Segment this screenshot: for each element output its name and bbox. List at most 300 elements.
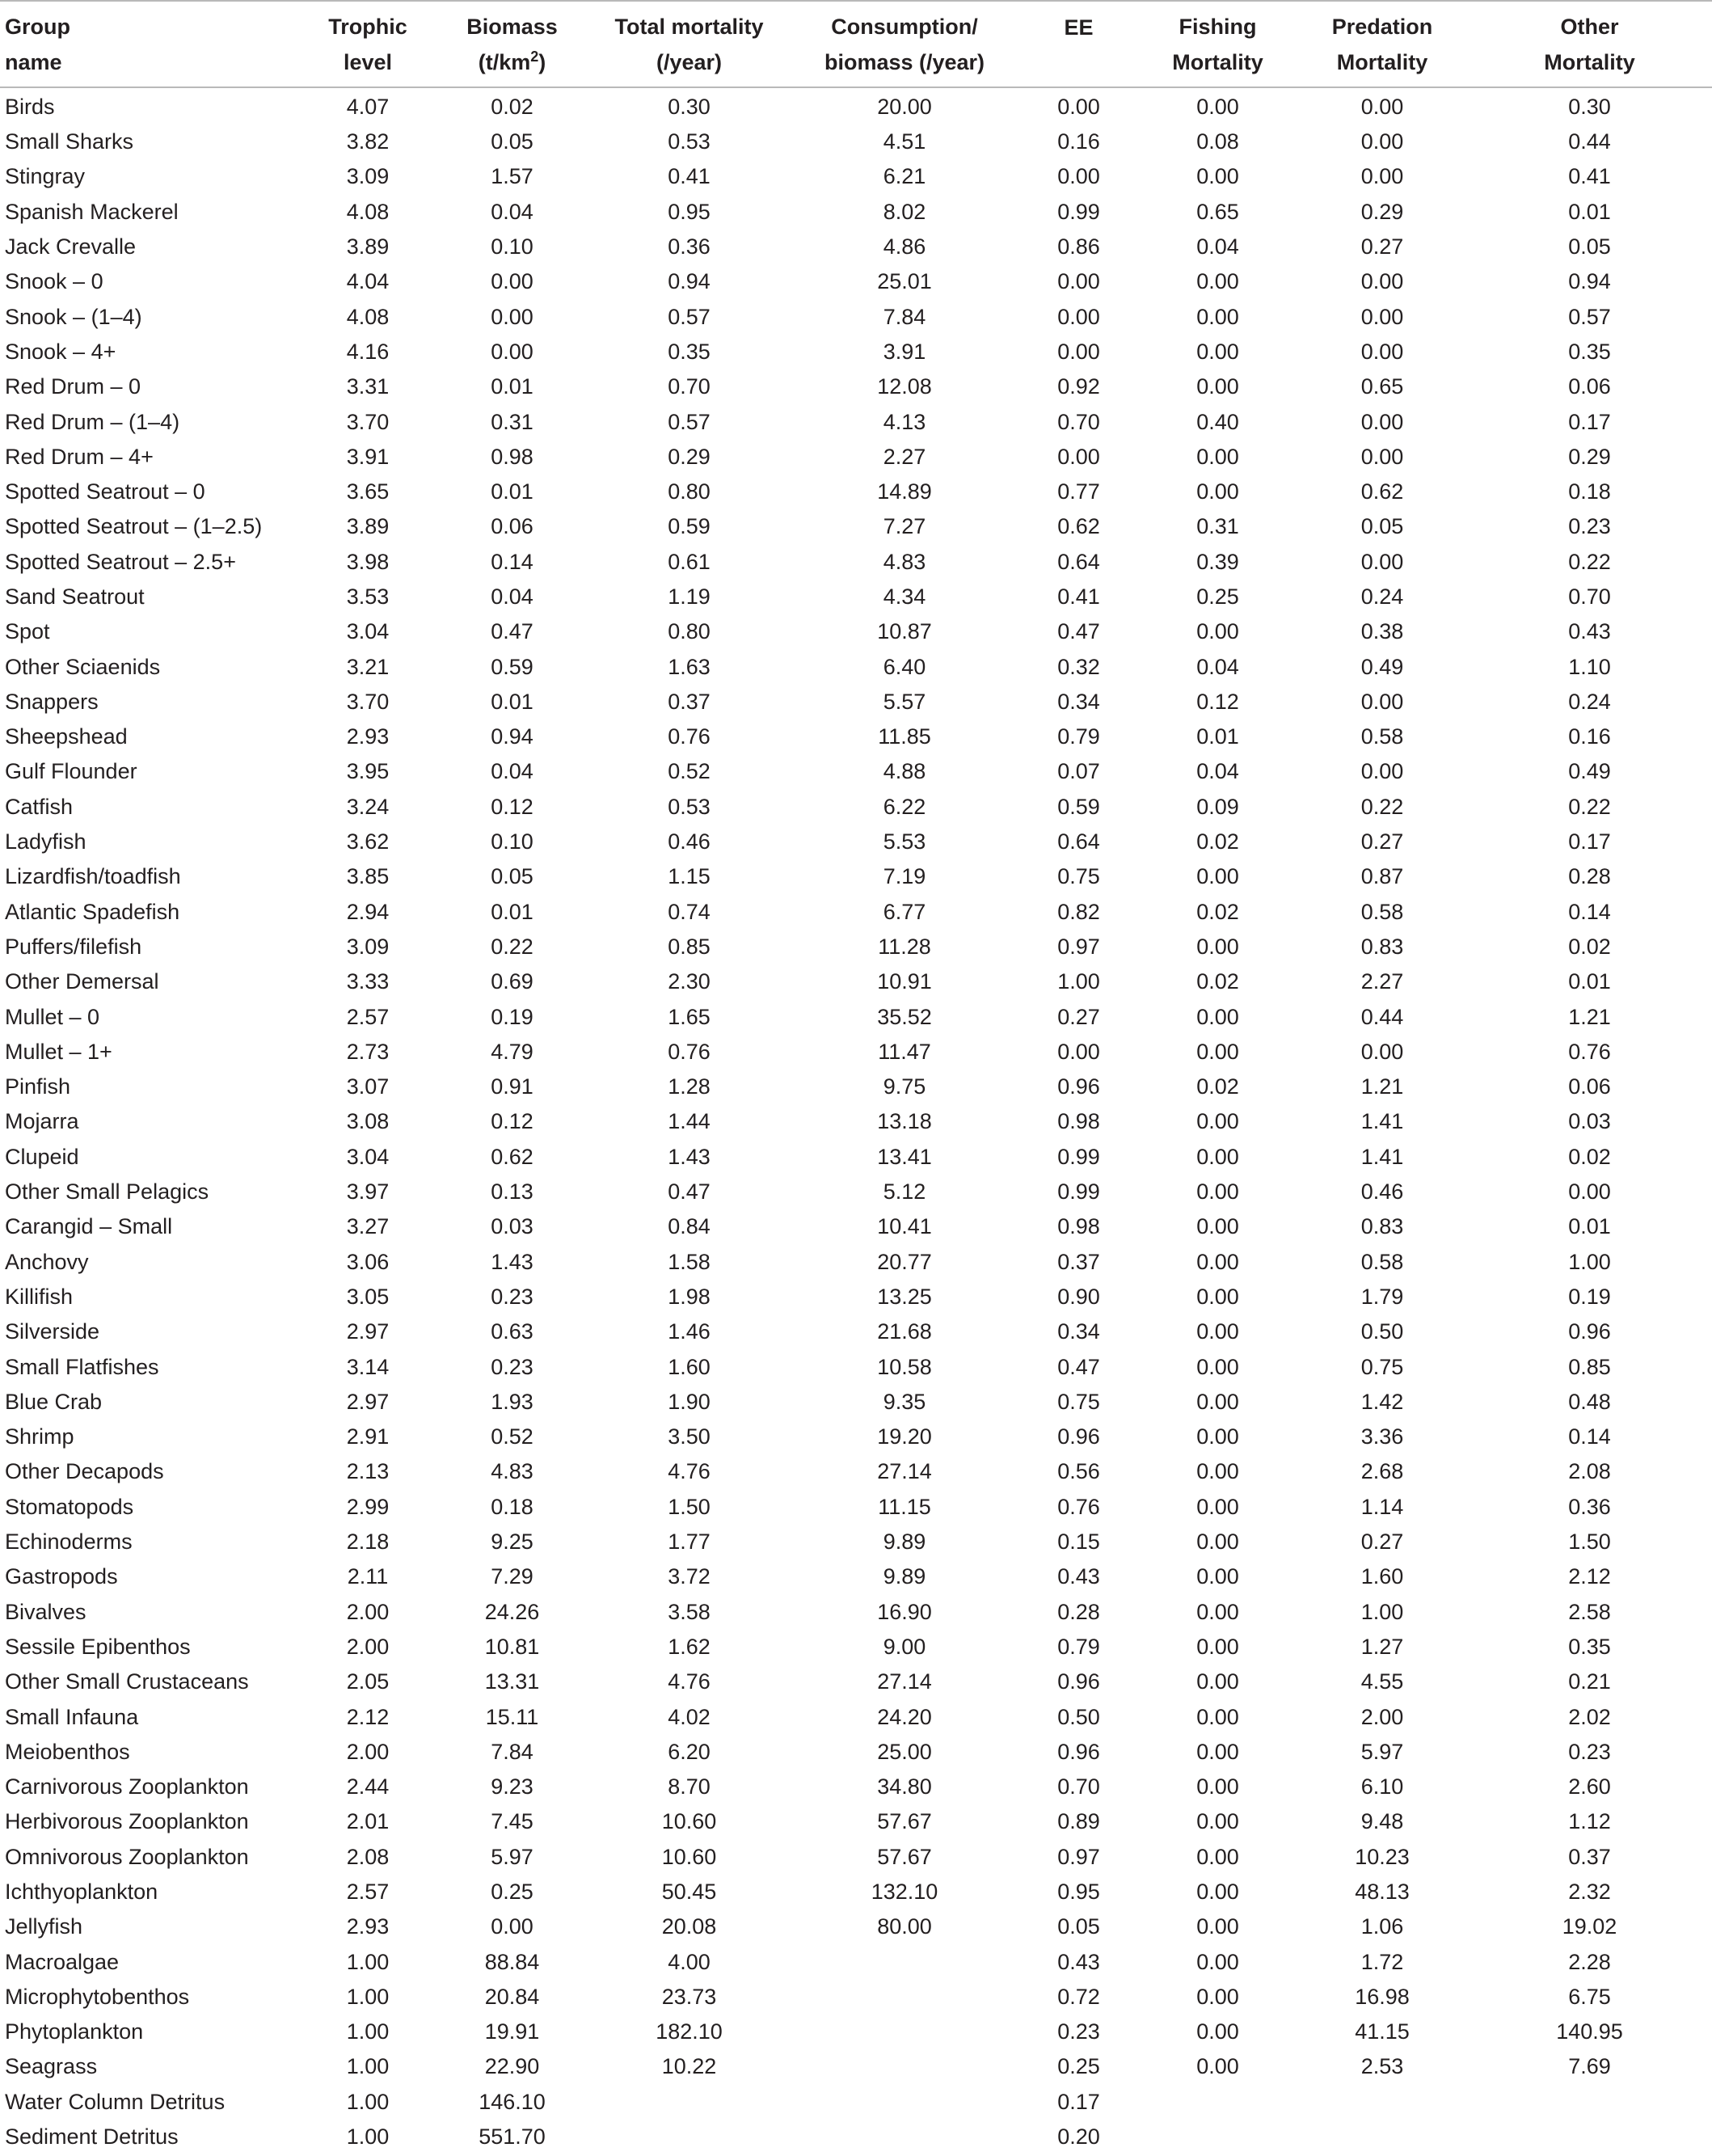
trophic-level-cell: 3.24	[346, 794, 390, 819]
biomass-cell: 0.00	[491, 304, 533, 329]
predation-mortality-cell: 0.27	[1360, 1529, 1404, 1555]
trophic-level-cell: 3.09	[346, 164, 390, 189]
group-name-cell: Macroalgae	[5, 1949, 120, 1974]
table-row	[0, 195, 1712, 230]
consumption-biomass-cell: 4.86	[883, 234, 926, 259]
table-row	[0, 1980, 1712, 2015]
other-mortality-cell: 0.21	[1568, 1669, 1611, 1694]
group-name-cell: Other Small Pelagics	[5, 1179, 209, 1205]
total-mortality-cell: 4.02	[668, 1704, 711, 1729]
table-row	[0, 230, 1712, 264]
biomass-cell: 88.84	[484, 1949, 540, 1974]
trophic-level-cell: 3.08	[346, 1109, 390, 1134]
fishing-mortality-cell: 0.00	[1196, 1249, 1239, 1274]
consumption-biomass-cell: 13.25	[877, 1284, 932, 1309]
table-row	[0, 475, 1712, 509]
predation-mortality-cell: 1.41	[1360, 1144, 1404, 1169]
trophic-level-cell: 2.44	[346, 1774, 390, 1799]
other-mortality-cell: 0.70	[1568, 584, 1611, 609]
group-name-cell: Catfish	[5, 794, 74, 819]
ee-cell: 0.00	[1057, 444, 1100, 469]
ee-cell: 0.72	[1057, 1984, 1100, 2009]
table-row	[0, 87, 1712, 124]
fishing-mortality-cell: 0.00	[1196, 864, 1239, 889]
fishing-mortality-cell: 0.00	[1196, 1354, 1239, 1379]
predation-mortality-cell: 1.27	[1360, 1634, 1404, 1659]
group-name-cell: Small Infauna	[5, 1704, 139, 1729]
fishing-mortality-cell: 0.09	[1196, 794, 1239, 819]
biomass-cell: 146.10	[479, 2089, 546, 2114]
group-name-cell: Spotted Seatrout – 0	[5, 479, 205, 504]
group-name-cell: Other Sciaenids	[5, 654, 161, 679]
other-mortality-cell: 0.02	[1568, 934, 1611, 959]
group-name-cell: Meiobenthos	[5, 1739, 130, 1764]
table-row	[0, 825, 1712, 859]
fishing-mortality-cell: 0.25	[1196, 584, 1239, 609]
biomass-cell: 15.11	[485, 1704, 539, 1729]
header-line: biomass (/year)	[824, 49, 985, 74]
table-row	[0, 1280, 1712, 1314]
group-name-cell: Omnivorous Zooplankton	[5, 1844, 249, 1869]
fishing-mortality-cell: 0.01	[1196, 724, 1239, 749]
predation-mortality-cell: 2.27	[1360, 969, 1404, 994]
table-row	[0, 895, 1712, 930]
group-name-cell: Spotted Seatrout – (1–2.5)	[5, 514, 263, 539]
group-name-cell: Snook – (1–4)	[5, 304, 142, 329]
predation-mortality-cell: 0.46	[1360, 1179, 1404, 1205]
other-mortality-cell: 7.69	[1568, 2054, 1611, 2079]
ee-cell: 0.76	[1057, 1494, 1100, 1519]
table-row	[0, 1770, 1712, 1804]
group-name-cell: Seagrass	[5, 2054, 98, 2079]
header-line: level	[343, 49, 393, 74]
ee-cell: 0.96	[1057, 1739, 1100, 1764]
predation-mortality-cell: 0.00	[1360, 689, 1404, 714]
table-row	[0, 580, 1712, 614]
fishing-mortality-cell: 0.00	[1196, 1879, 1239, 1904]
fishing-mortality-cell: 0.31	[1196, 514, 1239, 539]
consumption-biomass-cell: 80.00	[877, 1914, 932, 1939]
predation-mortality-cell: 0.22	[1360, 794, 1404, 819]
trophic-level-cell: 2.13	[346, 1459, 390, 1484]
ee-cell: 0.00	[1057, 1039, 1100, 1064]
table-row	[0, 1559, 1712, 1594]
header-line: Mortality	[1544, 49, 1635, 74]
consumption-biomass-cell: 4.13	[883, 409, 926, 434]
table-row	[0, 719, 1712, 754]
table-row	[0, 790, 1712, 825]
predation-mortality-cell: 10.23	[1355, 1844, 1410, 1869]
ee-cell: 0.50	[1057, 1704, 1100, 1729]
predation-mortality-cell: 0.00	[1360, 444, 1404, 469]
other-mortality-cell: 0.06	[1568, 374, 1611, 399]
biomass-cell: 0.12	[491, 1109, 533, 1134]
biomass-cell: 0.13	[491, 1179, 533, 1205]
total-mortality-cell	[588, 2120, 790, 2154]
group-name-cell: Killifish	[5, 1284, 74, 1309]
consumption-biomass-cell: 5.57	[883, 689, 926, 714]
other-mortality-cell: 2.60	[1568, 1774, 1611, 1799]
consumption-biomass-cell: 11.28	[878, 934, 931, 959]
group-name-cell: Sediment Detritus	[5, 2124, 179, 2150]
fishing-mortality-cell: 0.00	[1196, 1039, 1239, 1064]
table-row	[0, 1630, 1712, 1664]
group-name-cell: Sheepshead	[5, 724, 128, 749]
fishing-mortality-cell: 0.00	[1196, 2054, 1239, 2079]
table-row	[0, 1735, 1712, 1770]
header-other-mortality	[1467, 1, 1712, 87]
fishing-mortality-cell: 0.00	[1196, 339, 1239, 364]
predation-mortality-cell: 1.72	[1360, 1949, 1404, 1974]
predation-mortality-cell: 0.00	[1360, 164, 1404, 189]
biomass-cell: 0.01	[491, 899, 533, 924]
biomass-cell: 4.83	[491, 1459, 533, 1484]
total-mortality-cell: 0.41	[668, 164, 711, 189]
other-mortality-cell: 19.02	[1562, 1914, 1617, 1939]
biomass-cell: 0.00	[491, 1914, 533, 1939]
table-row	[0, 614, 1712, 649]
ee-cell: 0.62	[1057, 514, 1100, 539]
total-mortality-cell: 0.37	[668, 689, 711, 714]
ee-cell: 0.89	[1057, 1809, 1100, 1834]
consumption-biomass-cell: 4.34	[883, 584, 926, 609]
predation-mortality-cell: 2.68	[1360, 1459, 1404, 1484]
total-mortality-cell: 1.44	[668, 1109, 711, 1134]
header-line: Biomass	[466, 14, 558, 39]
header-line: EE	[1064, 15, 1094, 40]
trophic-level-cell: 2.00	[346, 1739, 390, 1764]
other-mortality-cell: 0.96	[1568, 1319, 1611, 1344]
other-mortality-cell: 2.08	[1568, 1459, 1611, 1484]
predation-mortality-cell: 1.60	[1360, 1564, 1404, 1589]
trophic-level-cell: 2.01	[346, 1809, 390, 1834]
trophic-level-cell: 2.73	[346, 1039, 390, 1064]
biomass-cell: 0.52	[491, 1424, 533, 1449]
trophic-level-cell: 3.33	[346, 969, 390, 994]
header-biomass	[436, 1, 588, 87]
biomass-cell: 9.25	[491, 1529, 533, 1555]
header-line: Predation	[1331, 14, 1433, 39]
total-mortality-cell: 3.58	[668, 1599, 711, 1624]
biomass-cell: 0.04	[491, 584, 533, 609]
ee-cell: 0.79	[1057, 1634, 1100, 1659]
consumption-biomass-cell: 9.35	[883, 1389, 926, 1414]
predation-mortality-cell: 0.24	[1360, 584, 1404, 609]
predation-mortality-cell: 1.06	[1360, 1914, 1404, 1939]
consumption-biomass-cell: 24.20	[877, 1704, 932, 1729]
consumption-biomass-cell: 27.14	[877, 1669, 932, 1694]
fishing-mortality-cell: 0.40	[1196, 409, 1239, 434]
predation-mortality-cell	[1297, 2085, 1467, 2120]
biomass-cell: 0.01	[491, 479, 533, 504]
total-mortality-cell: 8.70	[668, 1774, 711, 1799]
predation-mortality-cell: 9.48	[1360, 1809, 1404, 1834]
group-name-cell: Ichthyoplankton	[5, 1879, 158, 1904]
total-mortality-cell: 10.22	[661, 2054, 717, 2079]
ee-cell: 0.07	[1057, 759, 1100, 784]
predation-mortality-cell: 0.87	[1360, 864, 1404, 889]
predation-mortality-cell: 0.58	[1360, 899, 1404, 924]
predation-mortality-cell: 0.05	[1360, 514, 1404, 539]
fishing-mortality-cell: 0.00	[1196, 619, 1239, 644]
header-line: name	[5, 49, 62, 74]
ee-cell: 0.16	[1057, 129, 1100, 154]
consumption-biomass-cell: 25.01	[877, 269, 932, 294]
fishing-mortality-cell: 0.02	[1196, 1074, 1239, 1099]
table-row	[0, 509, 1712, 544]
ee-cell: 0.17	[1057, 2089, 1100, 2114]
table-row	[0, 999, 1712, 1034]
ee-cell: 0.64	[1057, 549, 1100, 574]
fishing-mortality-cell: 0.00	[1196, 1949, 1239, 1974]
group-name-cell: Mullet – 1+	[5, 1039, 112, 1064]
fishing-mortality-cell: 0.00	[1196, 1109, 1239, 1134]
consumption-biomass-cell: 9.00	[883, 1634, 926, 1659]
trophic-level-cell: 3.07	[346, 1074, 390, 1099]
total-mortality-cell: 10.60	[661, 1844, 717, 1869]
ee-cell: 0.99	[1057, 1179, 1100, 1205]
predation-mortality-cell: 0.00	[1360, 549, 1404, 574]
consumption-biomass-cell: 132.10	[871, 1879, 938, 1904]
trophic-level-cell: 2.93	[346, 1914, 390, 1939]
consumption-biomass-cell: 4.83	[883, 549, 926, 574]
other-mortality-cell: 0.19	[1568, 1284, 1611, 1309]
group-name-cell: Other Demersal	[5, 969, 159, 994]
table-row	[0, 1909, 1712, 1944]
biomass-cell: 10.81	[484, 1634, 540, 1659]
biomass-cell: 0.59	[491, 654, 533, 679]
fishing-mortality-cell: 0.00	[1196, 2019, 1239, 2044]
total-mortality-cell: 0.70	[668, 374, 711, 399]
consumption-biomass-cell: 6.40	[883, 654, 926, 679]
ee-cell: 0.98	[1057, 1214, 1100, 1239]
total-mortality-cell: 4.00	[668, 1949, 711, 1974]
predation-mortality-cell: 0.00	[1360, 95, 1404, 119]
other-mortality-cell: 0.76	[1568, 1039, 1611, 1064]
ee-cell: 0.90	[1057, 1284, 1100, 1309]
consumption-biomass-cell: 35.52	[877, 1004, 932, 1029]
predation-mortality-cell: 1.42	[1360, 1389, 1404, 1414]
ee-cell: 0.70	[1057, 1774, 1100, 1799]
predation-mortality-cell: 0.58	[1360, 724, 1404, 749]
consumption-biomass-cell: 10.41	[877, 1214, 932, 1239]
consumption-biomass-cell: 19.20	[877, 1424, 932, 1449]
consumption-biomass-cell: 11.15	[878, 1494, 931, 1519]
trophic-level-cell: 3.31	[346, 374, 390, 399]
biomass-cell: 0.10	[491, 829, 533, 854]
other-mortality-cell: 0.22	[1568, 794, 1611, 819]
total-mortality-cell: 1.62	[668, 1634, 711, 1659]
biomass-cell: 1.93	[491, 1389, 533, 1414]
total-mortality-cell: 4.76	[668, 1669, 711, 1694]
total-mortality-cell: 50.45	[661, 1879, 717, 1904]
table-body	[0, 87, 1712, 2154]
fishing-mortality-cell: 0.00	[1196, 934, 1239, 959]
fishing-mortality-cell: 0.00	[1196, 1914, 1239, 1939]
other-mortality-cell: 2.02	[1568, 1704, 1611, 1729]
trophic-level-cell: 1.00	[346, 1949, 390, 1974]
table-row	[0, 2085, 1712, 2120]
predation-mortality-cell: 0.58	[1360, 1249, 1404, 1274]
table-row	[0, 964, 1712, 999]
header-row	[0, 1, 1712, 87]
predation-mortality-cell: 0.27	[1360, 234, 1404, 259]
trophic-level-cell: 2.93	[346, 724, 390, 749]
consumption-biomass-cell: 6.22	[883, 794, 926, 819]
fishing-mortality-cell: 0.00	[1196, 1389, 1239, 1414]
group-name-cell: Jellyfish	[5, 1914, 83, 1939]
biomass-cell: 0.04	[491, 199, 533, 224]
total-mortality-cell: 23.73	[661, 1984, 717, 2009]
other-mortality-cell: 6.75	[1568, 1984, 1611, 2009]
fishing-mortality-cell: 0.02	[1196, 899, 1239, 924]
ee-cell: 0.43	[1057, 1564, 1100, 1589]
ee-cell: 0.99	[1057, 199, 1100, 224]
other-mortality-cell: 2.32	[1568, 1879, 1611, 1904]
total-mortality-cell: 20.08	[661, 1914, 717, 1939]
fishing-mortality-cell: 0.00	[1196, 1179, 1239, 1205]
trophic-level-cell: 3.82	[346, 129, 390, 154]
trophic-level-cell: 3.62	[346, 829, 390, 854]
table-row	[0, 1070, 1712, 1104]
total-mortality-cell: 10.60	[661, 1809, 717, 1834]
consumption-biomass-cell: 34.80	[877, 1774, 932, 1799]
trophic-level-cell: 2.12	[346, 1704, 390, 1729]
table-row	[0, 859, 1712, 894]
ee-cell: 0.34	[1057, 1319, 1100, 1344]
biomass-cell: 0.12	[491, 794, 533, 819]
group-name-cell: Spot	[5, 619, 50, 644]
trophic-level-cell: 3.85	[346, 864, 390, 889]
other-mortality-cell: 0.01	[1568, 199, 1611, 224]
group-name-cell: Spotted Seatrout – 2.5+	[5, 549, 236, 574]
table-row	[0, 1314, 1712, 1349]
other-mortality-cell: 0.28	[1568, 864, 1611, 889]
biomass-cell: 0.05	[491, 864, 533, 889]
total-mortality-cell: 0.46	[668, 829, 711, 854]
trophic-level-cell: 3.97	[346, 1179, 390, 1205]
biomass-cell: 22.90	[484, 2054, 540, 2079]
total-mortality-cell: 1.65	[668, 1004, 711, 1029]
group-name-cell: Lizardfish/toadfish	[5, 864, 181, 889]
total-mortality-cell: 1.58	[668, 1249, 711, 1274]
total-mortality-cell: 1.46	[668, 1319, 711, 1344]
total-mortality-cell: 4.76	[668, 1459, 711, 1484]
total-mortality-cell: 0.53	[668, 129, 711, 154]
header-consumption-biomass	[790, 1, 1019, 87]
consumption-biomass-cell: 25.00	[877, 1739, 932, 1764]
predation-mortality-cell: 2.00	[1360, 1704, 1404, 1729]
predation-mortality-cell: 0.00	[1360, 759, 1404, 784]
header-trophic-level	[300, 1, 436, 87]
table-row	[0, 1140, 1712, 1175]
group-name-cell: Water Column Detritus	[5, 2089, 226, 2114]
table-row	[0, 124, 1712, 159]
other-mortality-cell: 0.23	[1568, 514, 1611, 539]
consumption-biomass-cell: 4.51	[883, 129, 926, 154]
trophic-level-cell: 3.70	[346, 409, 390, 434]
biomass-cell: 0.05	[491, 129, 533, 154]
trophic-level-cell: 2.05	[346, 1669, 390, 1694]
fishing-mortality-cell	[1138, 2085, 1297, 2120]
predation-mortality-cell: 48.13	[1355, 1879, 1410, 1904]
other-mortality-cell: 0.01	[1568, 1214, 1611, 1239]
fishing-mortality-cell: 0.00	[1196, 1494, 1239, 1519]
ee-cell: 0.47	[1057, 619, 1100, 644]
other-mortality-cell: 0.30	[1568, 95, 1611, 119]
consumption-biomass-cell: 10.87	[877, 619, 932, 644]
consumption-biomass-cell: 7.84	[883, 304, 926, 329]
table-row	[0, 1490, 1712, 1525]
table-row	[0, 404, 1712, 439]
total-mortality-cell: 0.76	[668, 724, 711, 749]
ee-cell: 0.34	[1057, 689, 1100, 714]
ee-cell: 0.28	[1057, 1599, 1100, 1624]
other-mortality-cell: 0.03	[1568, 1109, 1611, 1134]
total-mortality-cell: 1.15	[668, 864, 711, 889]
header-line: Mortality	[1336, 49, 1428, 74]
biomass-cell: 7.45	[491, 1809, 533, 1834]
other-mortality-cell	[1467, 2120, 1712, 2154]
group-name-cell: Ladyfish	[5, 829, 86, 854]
biomass-cell: 13.31	[484, 1669, 540, 1694]
table-row	[0, 1840, 1712, 1875]
other-mortality-cell: 140.95	[1556, 2019, 1623, 2044]
group-name-cell: Sand Seatrout	[5, 584, 145, 609]
biomass-cell: 0.00	[491, 339, 533, 364]
consumption-biomass-cell: 13.41	[877, 1144, 932, 1169]
biomass-cell: 0.23	[491, 1284, 533, 1309]
ee-cell: 0.32	[1057, 654, 1100, 679]
predation-mortality-cell: 0.83	[1360, 934, 1404, 959]
ee-cell: 0.47	[1057, 1354, 1100, 1379]
consumption-biomass-cell: 7.27	[883, 514, 926, 539]
table-row	[0, 159, 1712, 194]
table-row	[0, 369, 1712, 404]
ee-cell: 0.00	[1057, 339, 1100, 364]
trophic-level-cell: 4.16	[346, 339, 390, 364]
biomass-cell: 0.22	[491, 934, 533, 959]
trophic-level-cell: 4.08	[346, 304, 390, 329]
consumption-biomass-cell	[790, 2120, 1019, 2154]
trophic-level-cell: 4.08	[346, 199, 390, 224]
table-row	[0, 440, 1712, 475]
predation-mortality-cell: 1.00	[1360, 1599, 1404, 1624]
total-mortality-cell: 0.80	[668, 619, 711, 644]
ee-cell: 0.37	[1057, 1249, 1100, 1274]
other-mortality-cell: 0.24	[1568, 689, 1611, 714]
ee-cell: 0.59	[1057, 794, 1100, 819]
consumption-biomass-cell	[790, 1980, 1019, 2015]
biomass-cell: 9.23	[491, 1774, 533, 1799]
ee-cell: 0.43	[1057, 1949, 1100, 1974]
trophic-level-cell: 3.89	[346, 234, 390, 259]
trophic-level-cell: 1.00	[346, 2089, 390, 2114]
fishing-mortality-cell: 0.12	[1196, 689, 1239, 714]
predation-mortality-cell: 41.15	[1355, 2019, 1410, 2044]
ee-cell: 0.70	[1057, 409, 1100, 434]
predation-mortality-cell: 0.65	[1360, 374, 1404, 399]
consumption-biomass-cell	[790, 2049, 1019, 2084]
group-name-cell: Microphytobenthos	[5, 1984, 190, 2009]
ee-cell: 0.20	[1057, 2124, 1100, 2150]
total-mortality-cell: 0.61	[668, 549, 711, 574]
table-row	[0, 1944, 1712, 1979]
consumption-biomass-cell: 5.12	[883, 1179, 926, 1205]
total-mortality-cell: 0.29	[668, 444, 711, 469]
fishing-mortality-cell: 0.00	[1196, 444, 1239, 469]
fishing-mortality-cell: 0.00	[1196, 1809, 1239, 1834]
